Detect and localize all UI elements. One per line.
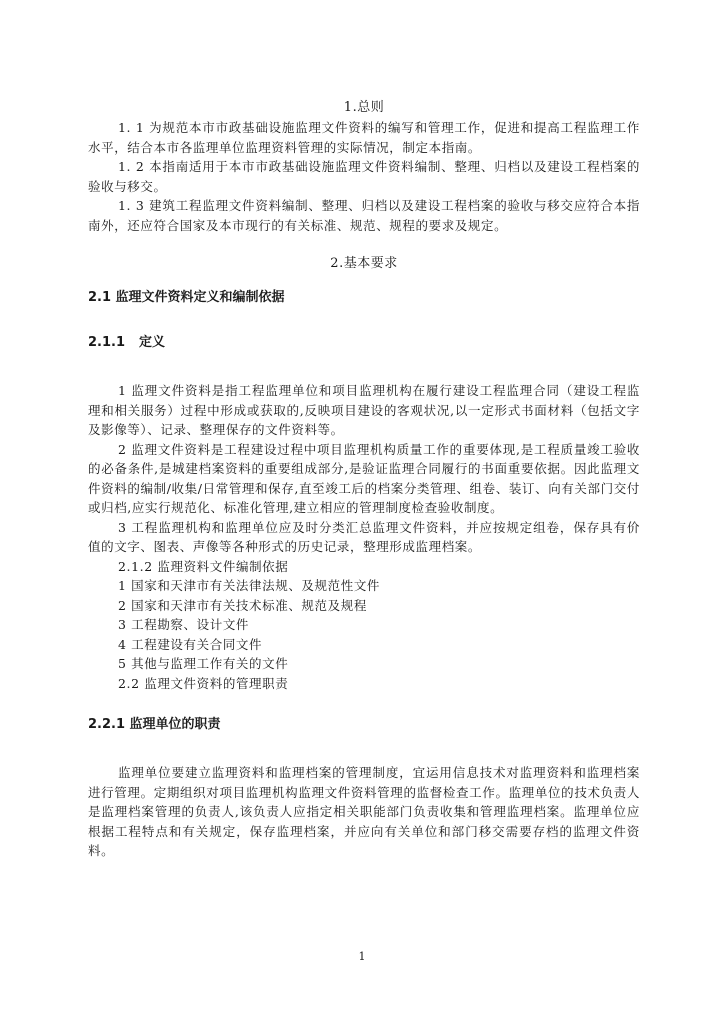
heading-2-2-1: 2.2.1 监理单位的职责 (88, 717, 221, 732)
section-2-title: 2.基本要求 (330, 256, 398, 271)
responsibility-paragraph: 监理单位要建立监理资料和监理档案的管理制度，宜运用信息技术对监理资料和监理档案进行管理。定期组织对项目监理机构监理文件资料管理的监督检查工作。监理单位的技术负责人是监理档案管理的负责人,该负责人应指定相关职能部门负责收集和管理监理档案。监理单位应根据工程特点和有关规定，保存监理档案，并应向有关单位和部门移交需要存档的监理文件资料。 (88, 765, 640, 858)
list-item: 1 国家和天津市有关法律法规、及规范性文件 (118, 578, 381, 593)
list-item: 2.2 监理文件资料的管理职责 (118, 675, 289, 691)
heading-2-1-1-text: 定义 (139, 335, 166, 350)
heading-2-1: 2.1 监理文件资料定义和编制依据 (88, 290, 285, 305)
paragraph-1-1: 1. 1 为规范本市市政基础设施监理文件资料的编写和管理工作，促进和提高工程监理工作水平，结合本市各监理单位监理资料管理的实际情况，制定本指南。 (88, 120, 640, 155)
list-item: 3 工程勘察、设计文件 (118, 617, 250, 632)
heading-2-1-2: 2.1.2 监理资料文件编制依据 (118, 558, 289, 574)
heading-2-1-1-number: 2.1.1 (88, 335, 126, 350)
list-item: 4 工程建设有关合同文件 (118, 636, 263, 652)
paragraph-1-3: 1. 3 建筑工程监理文件资料编制、整理、归档以及建设工程档案的验收与移交应符合本指南外，还应符合国家及本市现行的有关标准、规范、规程的要求及规定。 (88, 198, 640, 233)
heading-2-1-1 (88, 333, 640, 353)
definition-3: 3 工程监理机构和监理单位应及时分类汇总监理文件资料，并应按规定组卷，保存具有价值的文字、图表、声像等各种形式的历史记录，整理形成监理档案。 (88, 519, 640, 554)
paragraph-1-2: 1. 2 本指南适用于本市市政基础设施监理文件资料编制、整理、归档以及建设工程档案的验收与移交。 (88, 159, 640, 194)
definition-1: 1 监理文件资料是指工程监理单位和项目监理机构在履行建设工程监理合同（建设工程监理和相关服务）过程中形成或获取的,反映项目建设的客观状况,以一定形式书面材料（包括文字及影像等）、记录、整理保存的文件资料等。 (88, 383, 640, 437)
document-body (88, 98, 640, 861)
section-1-title: 1.总则 (343, 100, 385, 115)
list-item: 5 其他与监理工作有关的文件 (118, 656, 289, 671)
page-number: 1 (358, 950, 366, 963)
list-item: 2 国家和天津市有关技术标准、规范及规程 (118, 597, 367, 613)
definition-2: 2 监理文件资料是工程建设过程中项目监理机构质量工作的重要体现,是工程质量竣工验收的必备条件,是城建档案资料的重要组成部分,是验证监理合同履行的书面重要依据。因此监理文件资料的编制/收集/日常管理和保存,直至竣工后的档案分类管理、组卷、装订、向有关部门交付或归档,应实行规范化、标准化管理,建立相应的管理制度检查验收制度。 (88, 441, 640, 515)
